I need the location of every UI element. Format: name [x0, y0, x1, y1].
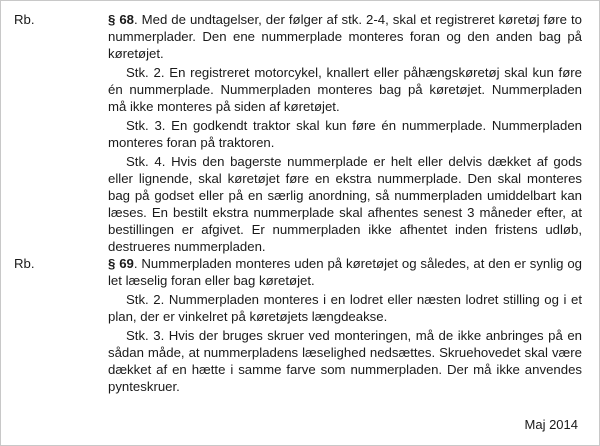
- margin-label-rb: Rb.: [14, 12, 35, 27]
- footer-date: Maj 2014: [524, 417, 578, 432]
- section-68: [108, 11, 582, 257]
- section-69: [108, 255, 582, 397]
- section-number: § 68: [108, 12, 134, 27]
- section-intro-text: . Nummerpladen monteres uden på køretøjet og således, at den er synlig og let læselig foran eller bag køretøjet.: [108, 256, 582, 288]
- stk-paragraph: Stk. 2. Nummerpladen monteres i en lodret eller næsten lodret stilling og i et plan, der er vinkelret på køretøjets længdeakse.: [108, 292, 582, 324]
- section-intro-text: . Med de undtagelser, der følger af stk. 2-4, skal et registreret køretøj føre to nummerplader. Den ene nummerplade monteres foran og den anden bag på køretøjet.: [108, 12, 582, 61]
- stk-paragraph: Stk. 2. En registreret motorcykel, knallert eller påhængskøretøj skal kun føre én nummerplade. Nummerpladen monteres bag på køretøjet. Nummerpladen må ikke monteres på siden af køretøjet.: [108, 65, 582, 114]
- section-68-intro: [108, 11, 582, 62]
- stk-paragraph: Stk. 4. Hvis den bagerste nummerplade er helt eller delvis dækket af gods eller lignende, skal køretøjet føre en ekstra nummerplade. Den skal monteres bag på godset eller på en særlig anordning, så nummerpladen umiddelbart kan læses. En bestilt ekstra nummerplade skal afhentes senest 3 måneder efter, at bestillingen er afgivet. Er nummerpladen ikke afhentet inden fristens udløb, destrueres nummerpladen.: [108, 154, 582, 254]
- margin-label-rb: Rb.: [14, 256, 35, 271]
- section-number: § 69: [108, 256, 134, 271]
- section-69-intro: [108, 255, 582, 289]
- stk-paragraph: Stk. 3. Hvis der bruges skruer ved monteringen, må de ikke anbringes på en sådan måde, at nummerpladens læselighed nedsættes. Skruehovedet skal være dækket af en hætte i samme farve som nummerpladen. Der må ikke anvendes pynteskruer.: [108, 328, 582, 394]
- stk-paragraph: Stk. 3. En godkendt traktor skal kun føre én nummerplade. Nummerpladen monteres foran på traktoren.: [108, 118, 582, 150]
